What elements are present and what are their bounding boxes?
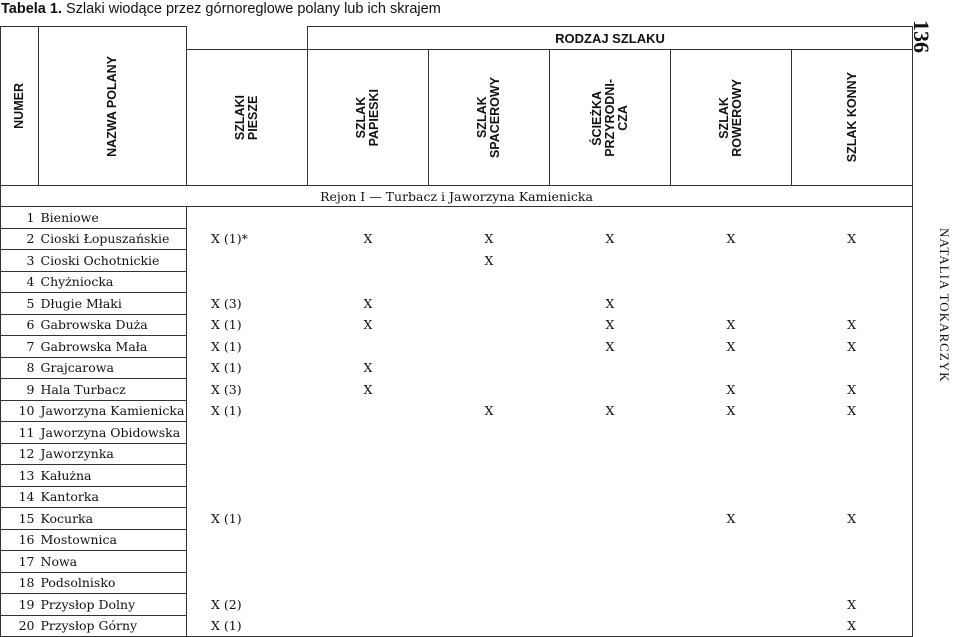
cell-szlak-rowerowy (671, 357, 792, 379)
trails-table (0, 26, 913, 637)
header-sciezka-przyrodnicza: ŚCIEŻKA PRZYRODNI- CZA (550, 50, 671, 186)
cell-szlak-papieski: X (363, 295, 373, 311)
cell-szlak-rowerowy: X (726, 231, 736, 247)
table-row (1, 486, 913, 508)
cell-szlak-spacerowy (429, 314, 550, 336)
table-row (1, 443, 913, 465)
cell-szlak-konny: X (792, 508, 913, 530)
cell-sciezka-przyrodnicza (550, 357, 671, 379)
cell-szlak-konny: X (792, 400, 913, 422)
author-running-head: NATALIA TOKARCZYK (937, 228, 952, 383)
row-number: 14 (1, 486, 39, 508)
cell-szlak-papieski (308, 400, 429, 422)
cell-szlaki-piesze (187, 529, 308, 551)
cell-szlak-rowerowy (671, 271, 792, 293)
table-title: Szlaki wiodące przez górnoreglowe polany lub ich skrajem (66, 1, 441, 17)
header-rodzaj-szlaku: RODZAJ SZLAKU (308, 27, 913, 50)
table-row (1, 228, 913, 250)
cell-szlak-spacerowy (429, 486, 550, 508)
cell-sciezka-przyrodnicza: X (605, 317, 615, 333)
cell-szlak-papieski (308, 207, 429, 229)
cell-szlak-rowerowy: X (726, 381, 736, 397)
row-number: 10 (1, 400, 39, 422)
cell-szlak-konny: X (792, 379, 913, 401)
cell-szlak-spacerowy (429, 615, 550, 637)
cell-szlaki-piesze: X (1) (187, 357, 308, 379)
cell-szlak-spacerowy: X (484, 231, 494, 247)
cell-szlak-rowerowy (671, 293, 792, 315)
cell-szlak-rowerowy: X (726, 317, 736, 333)
row-number: 9 (1, 379, 39, 401)
header-numer: NUMER (1, 27, 39, 186)
cell-szlak-konny (792, 422, 913, 444)
header-nazwa-polany: NAZWA POLANY (39, 27, 187, 186)
cell-szlak-papieski (308, 271, 429, 293)
cell-sciezka-przyrodnicza: X (605, 338, 615, 354)
cell-sciezka-przyrodnicza: X (605, 403, 615, 419)
cell-szlak-rowerowy (671, 529, 792, 551)
cell-szlak-spacerowy (429, 551, 550, 573)
cell-szlaki-piesze: X (3) (187, 379, 308, 401)
clearing-name: Kocurka (39, 508, 187, 530)
cell-sciezka-przyrodnicza (550, 529, 671, 551)
clearing-name: Jaworzynka (39, 443, 187, 465)
table-label: Tabela 1. (1, 1, 62, 17)
table-row (1, 551, 913, 573)
cell-szlak-papieski (308, 465, 429, 487)
row-number: 7 (1, 336, 39, 358)
clearing-name: Grajcarowa (39, 357, 187, 379)
table-row (1, 314, 913, 336)
cell-szlak-spacerowy (429, 443, 550, 465)
header-szlak-spacerowy: SZLAK SPACEROWY (429, 50, 550, 186)
page-number: 136 (909, 20, 934, 53)
row-number: 11 (1, 422, 39, 444)
clearing-name: Podsolnisko (39, 572, 187, 594)
table-row (1, 357, 913, 379)
table-row (1, 594, 913, 616)
cell-szlaki-piesze (187, 443, 308, 465)
clearing-name: Kałużna (39, 465, 187, 487)
cell-szlak-konny: X (792, 314, 913, 336)
cell-sciezka-przyrodnicza (550, 508, 671, 530)
table-row (1, 422, 913, 444)
row-number: 6 (1, 314, 39, 336)
cell-szlak-rowerowy: X (726, 338, 736, 354)
cell-szlak-rowerowy (671, 422, 792, 444)
cell-sciezka-przyrodnicza (550, 572, 671, 594)
cell-szlak-konny (792, 529, 913, 551)
table-caption (1, 1, 441, 17)
cell-szlaki-piesze (187, 551, 308, 573)
cell-szlaki-piesze: X (1)* (187, 228, 308, 250)
header-szlaki-piesze: SZLAKI PIESZE (187, 50, 308, 186)
clearing-name: Długie Młaki (39, 293, 187, 315)
cell-sciezka-przyrodnicza (550, 615, 671, 637)
cell-szlak-konny (792, 572, 913, 594)
clearing-name: Nowa (39, 551, 187, 573)
clearing-name: Gabrowska Mała (39, 336, 187, 358)
clearing-name: Cioski Ochotnickie (39, 250, 187, 272)
cell-szlak-konny (792, 250, 913, 272)
cell-szlak-konny: X (792, 615, 913, 637)
cell-szlak-papieski (308, 422, 429, 444)
cell-sciezka-przyrodnicza (550, 465, 671, 487)
cell-szlak-rowerowy (671, 486, 792, 508)
cell-sciezka-przyrodnicza (550, 271, 671, 293)
row-number: 5 (1, 293, 39, 315)
cell-szlak-spacerowy (429, 572, 550, 594)
cell-sciezka-przyrodnicza: X (605, 295, 615, 311)
row-number: 19 (1, 594, 39, 616)
clearing-name: Przysłop Górny (39, 615, 187, 637)
cell-sciezka-przyrodnicza (550, 551, 671, 573)
cell-szlak-konny: X (792, 228, 913, 250)
cell-szlak-rowerowy (671, 207, 792, 229)
cell-szlak-spacerowy (429, 379, 550, 401)
cell-szlaki-piesze: X (1) (187, 314, 308, 336)
table-row (1, 572, 913, 594)
cell-szlak-papieski (308, 615, 429, 637)
row-number: 16 (1, 529, 39, 551)
cell-szlaki-piesze (187, 465, 308, 487)
cell-szlak-konny (792, 551, 913, 573)
table-row (1, 250, 913, 272)
cell-szlak-spacerowy (429, 357, 550, 379)
cell-szlaki-piesze (187, 486, 308, 508)
row-number: 20 (1, 615, 39, 637)
cell-szlak-spacerowy (429, 336, 550, 358)
cell-szlak-spacerowy (429, 529, 550, 551)
cell-szlak-konny (792, 486, 913, 508)
cell-szlaki-piesze (187, 422, 308, 444)
cell-szlak-rowerowy (671, 551, 792, 573)
cell-szlak-papieski (308, 529, 429, 551)
table-row (1, 615, 913, 637)
cell-szlak-papieski: X (363, 381, 373, 397)
cell-szlak-papieski (308, 336, 429, 358)
cell-szlak-papieski (308, 551, 429, 573)
cell-szlak-konny (792, 465, 913, 487)
cell-szlak-papieski (308, 443, 429, 465)
clearing-name: Hala Turbacz (39, 379, 187, 401)
header-szlak-konny: SZLAK KONNY (792, 50, 913, 186)
cell-szlak-spacerowy (429, 465, 550, 487)
cell-szlak-papieski (308, 572, 429, 594)
cell-szlak-rowerowy (671, 615, 792, 637)
table-row (1, 400, 913, 422)
row-number: 18 (1, 572, 39, 594)
row-number: 15 (1, 508, 39, 530)
cell-szlak-papieski: X (363, 317, 373, 333)
row-number: 13 (1, 465, 39, 487)
header-szlak-rowerowy: SZLAK ROWEROWY (671, 50, 792, 186)
cell-szlak-papieski (308, 508, 429, 530)
table-row (1, 529, 913, 551)
clearing-name: Bieniowe (39, 207, 187, 229)
table-row (1, 293, 913, 315)
clearing-name: Kantorka (39, 486, 187, 508)
clearing-name: Mostownica (39, 529, 187, 551)
table-row (1, 465, 913, 487)
cell-szlak-spacerowy: X (484, 252, 494, 268)
cell-sciezka-przyrodnicza (550, 250, 671, 272)
table-row (1, 336, 913, 358)
cell-szlak-rowerowy (671, 594, 792, 616)
cell-szlak-spacerowy (429, 594, 550, 616)
cell-szlak-rowerowy (671, 443, 792, 465)
cell-szlak-spacerowy (429, 271, 550, 293)
cell-szlak-spacerowy (429, 293, 550, 315)
header-szlak-papieski: SZLAK PAPIESKI (308, 50, 429, 186)
cell-szlak-papieski: X (363, 231, 373, 247)
cell-szlak-konny (792, 293, 913, 315)
cell-szlak-konny: X (792, 336, 913, 358)
row-number: 4 (1, 271, 39, 293)
clearing-name: Jaworzyna Obidowska (39, 422, 187, 444)
clearing-name: Gabrowska Duża (39, 314, 187, 336)
cell-szlaki-piesze (187, 271, 308, 293)
cell-szlak-papieski: X (363, 360, 373, 376)
cell-szlak-spacerowy: X (484, 403, 494, 419)
cell-szlak-spacerowy (429, 508, 550, 530)
cell-szlaki-piesze (187, 572, 308, 594)
cell-szlaki-piesze: X (3) (187, 293, 308, 315)
cell-sciezka-przyrodnicza (550, 379, 671, 401)
clearing-name: Przysłop Dolny (39, 594, 187, 616)
cell-szlak-spacerowy (429, 207, 550, 229)
cell-szlak-konny (792, 357, 913, 379)
clearing-name: Chyżniocka (39, 271, 187, 293)
cell-szlaki-piesze: X (1) (187, 508, 308, 530)
cell-szlaki-piesze (187, 250, 308, 272)
table-row (1, 508, 913, 530)
cell-sciezka-przyrodnicza (550, 207, 671, 229)
row-number: 12 (1, 443, 39, 465)
cell-szlaki-piesze: X (1) (187, 400, 308, 422)
cell-szlaki-piesze: X (2) (187, 594, 308, 616)
cell-szlaki-piesze: X (1) (187, 615, 308, 637)
cell-szlak-konny: X (792, 594, 913, 616)
cell-szlak-spacerowy (429, 422, 550, 444)
clearing-name: Jaworzyna Kamienicka (39, 400, 187, 422)
clearing-name: Cioski Łopuszańskie (39, 228, 187, 250)
row-number: 17 (1, 551, 39, 573)
row-number: 8 (1, 357, 39, 379)
table-row (1, 207, 913, 229)
cell-sciezka-przyrodnicza (550, 486, 671, 508)
row-number: 1 (1, 207, 39, 229)
cell-szlak-konny (792, 271, 913, 293)
cell-sciezka-przyrodnicza (550, 594, 671, 616)
cell-szlak-papieski (308, 250, 429, 272)
cell-szlak-konny (792, 443, 913, 465)
cell-sciezka-przyrodnicza (550, 422, 671, 444)
cell-szlak-rowerowy: X (726, 403, 736, 419)
table-row (1, 379, 913, 401)
cell-szlak-rowerowy (671, 465, 792, 487)
cell-szlak-rowerowy: X (726, 510, 736, 526)
cell-szlak-papieski (308, 486, 429, 508)
cell-sciezka-przyrodnicza: X (605, 231, 615, 247)
row-number: 2 (1, 228, 39, 250)
cell-szlak-rowerowy (671, 250, 792, 272)
table-row (1, 271, 913, 293)
cell-szlak-rowerowy (671, 572, 792, 594)
cell-szlaki-piesze: X (1) (187, 336, 308, 358)
region-heading: Rejon I — Turbacz i Jaworzyna Kamienicka (1, 186, 913, 207)
row-number: 3 (1, 250, 39, 272)
cell-sciezka-przyrodnicza (550, 443, 671, 465)
cell-szlaki-piesze (187, 207, 308, 229)
cell-szlak-konny (792, 207, 913, 229)
cell-szlak-papieski (308, 594, 429, 616)
